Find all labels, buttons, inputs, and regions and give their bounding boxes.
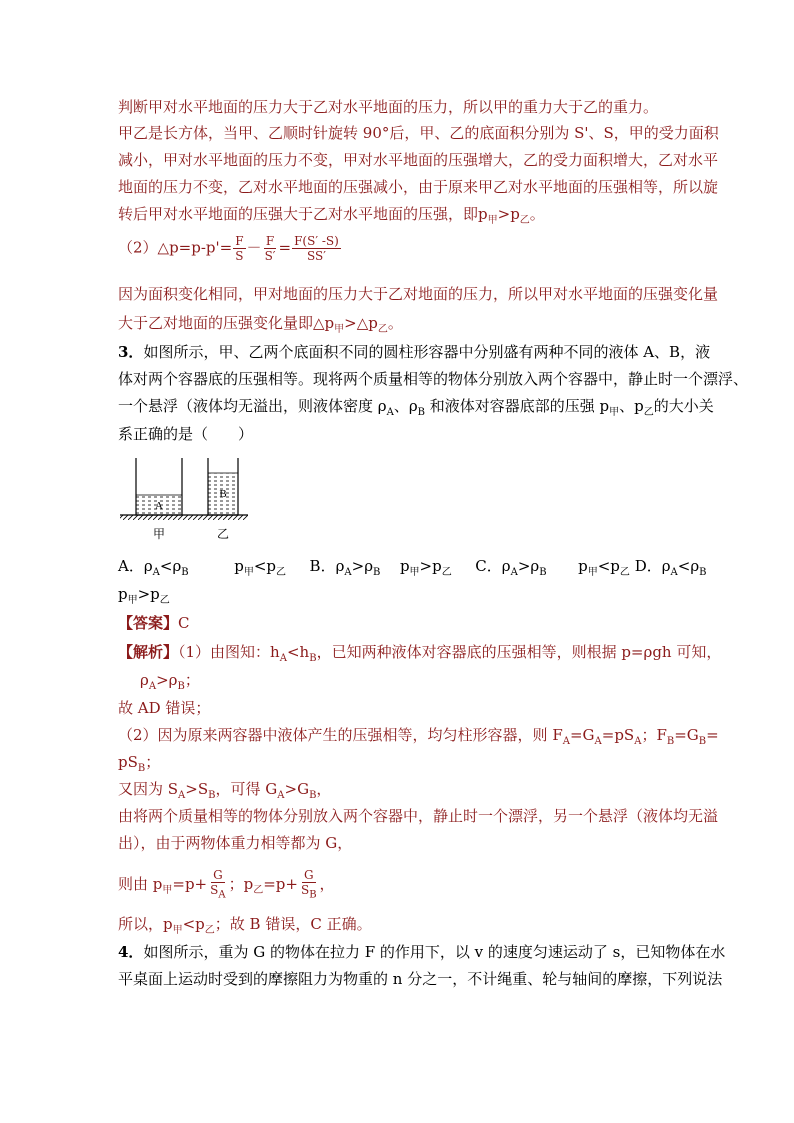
analysis-line: 所以，$p_甲<p_乙$；故 B 错误，C 正确。 bbox=[118, 915, 372, 936]
analysis-line: （2）因为原来两容器中液体产生的压强相等，均匀柱形容器，则 $F_A=G_A=pS_A$；$F_B=G_B=$ bbox=[118, 726, 719, 747]
text-span: 转后甲对水平地面的压强大于乙对水平地面的压强，即 bbox=[118, 205, 479, 223]
analysis-line: 故 AD 错误； bbox=[118, 699, 211, 717]
question-line bbox=[118, 342, 710, 362]
text-line: 减小，甲对水平地面的压力不变，甲对水平地面的压强增大，乙的受力面积增大，乙对水平 bbox=[118, 151, 719, 169]
subscript: 乙 bbox=[519, 215, 530, 226]
text-span: 和液体对容器底部的压强 p bbox=[425, 397, 610, 415]
fraction-denominator: SS′ bbox=[306, 249, 326, 263]
subscript: 乙 bbox=[377, 324, 388, 335]
analysis-line: 则由 $p_甲=p+$ $\frac{G}{S_A}$ ；$p_乙=p+$ $\frac{G}{S_B}$ ， bbox=[118, 868, 335, 901]
text-span: 的大小关 bbox=[653, 397, 714, 415]
fraction-numerator: F bbox=[265, 234, 275, 248]
question-line: 体对两个容器底的压强相等。现将两个质量相等的物体分别放入两个容器中，静止时一个漂浮、 bbox=[118, 370, 749, 388]
fraction bbox=[292, 234, 341, 263]
text-line bbox=[118, 204, 545, 231]
answer-line bbox=[118, 613, 190, 633]
analysis-line: $pS_B$； bbox=[118, 753, 161, 774]
text-span: 、p bbox=[619, 397, 644, 415]
text-line: 因为面积变化相同，甲对地面的压力大于乙对地面的压力，所以甲对水平地面的压强变化量 bbox=[118, 285, 719, 303]
fraction-denominator: S bbox=[235, 249, 244, 263]
text-span: >△p bbox=[344, 314, 378, 332]
text-span: 。 bbox=[529, 205, 545, 223]
option-a: A．$\rho_A<\rho_B$ bbox=[118, 557, 189, 578]
option-a-pressure: $p_甲<p_乙$ bbox=[234, 557, 286, 578]
options-line bbox=[118, 556, 707, 583]
analysis-line: 又因为 $S_A>S_B$，可得 $G_A>G_B$， bbox=[118, 780, 332, 801]
subscript: 甲 bbox=[487, 215, 498, 226]
answer-value: C bbox=[178, 614, 190, 632]
analysis-line: 【解析】（1）由图知：$h_A<h_B$，已知两种液体对容器底的压强相等，则根据 p=ρgh 可知， bbox=[118, 643, 722, 664]
text-span: p bbox=[478, 205, 488, 223]
option-b-pressure: $p_甲>p_乙$ bbox=[399, 557, 452, 578]
text-line: 甲乙是长方体，当甲、乙顺时针旋转 90°后，甲、乙的底面积分别为 S'、S，甲的受力面积 bbox=[118, 124, 719, 142]
equals-sign: = bbox=[278, 238, 292, 257]
minus-sign: － bbox=[246, 238, 262, 257]
text-line bbox=[118, 313, 403, 340]
liquid-label-b: B bbox=[219, 488, 227, 500]
text-span: >p bbox=[497, 205, 520, 223]
question-number: 4． bbox=[118, 943, 144, 961]
subscript: 甲 bbox=[609, 407, 620, 418]
fraction: $\frac{G}{S_A}$ bbox=[210, 868, 226, 901]
subscript: 乙 bbox=[643, 407, 654, 418]
liquid-label-a: A bbox=[155, 500, 163, 512]
question-number: 3． bbox=[118, 343, 144, 361]
caption-yi: 乙 bbox=[216, 527, 230, 541]
text-line: 判断甲对水平地面的压力大于乙对水平地面的压力，所以甲的重力大于乙的重力。 bbox=[118, 98, 659, 116]
analysis-line: 出），由于两物体重力相等都为 G， bbox=[118, 834, 353, 852]
option-c-pressure: $p_甲<p_乙$ bbox=[578, 557, 630, 578]
formula-line bbox=[118, 234, 342, 263]
option-d-pressure: $p_甲>p_乙$ bbox=[118, 585, 170, 606]
text-span: 、ρ bbox=[393, 397, 418, 415]
container-figure bbox=[118, 455, 268, 545]
ground-hatch bbox=[120, 515, 248, 520]
formula-prefix: （2）△p=p-p'= bbox=[118, 238, 233, 257]
subscript: B bbox=[417, 407, 426, 418]
analysis-line: 由将两个质量相等的物体分别放入两个容器中，静止时一个漂浮，另一个悬浮（液体均无溢 bbox=[118, 807, 719, 825]
option-d: D．$\rho_A<\rho_B$ bbox=[634, 557, 707, 578]
question-line bbox=[118, 396, 714, 423]
analysis-line: $\rho_A>\rho_B$； bbox=[140, 671, 200, 692]
fraction-numerator: F(S′ -S) bbox=[294, 234, 339, 248]
fraction bbox=[263, 234, 278, 263]
subscript: A bbox=[386, 407, 394, 418]
caption-jia: 甲 bbox=[152, 527, 166, 541]
question-line: 系正确的是（ ） bbox=[118, 425, 254, 443]
fraction bbox=[233, 234, 245, 263]
text-span: 。 bbox=[387, 314, 403, 332]
fraction: $\frac{G}{S_B}$ bbox=[300, 868, 317, 901]
option-c: C．$\rho_A>\rho_B$ bbox=[475, 557, 547, 578]
fraction-denominator: S′ bbox=[264, 249, 276, 263]
question-line: 4．如图所示，重为 G 的物体在拉力 F 的作用下，以 v 的速度匀速运动了 s，已知物体在水 bbox=[118, 943, 726, 961]
answer-tag: 【答案】 bbox=[118, 614, 179, 632]
text-span: 一个悬浮（液体均无溢出，则液体密度 ρ bbox=[118, 397, 387, 415]
text-span: 大于乙对地面的压强变化量即△p bbox=[118, 314, 335, 332]
question-line: 平桌面上运动时受到的摩擦阻力为物重的 n 分之一，不计绳重、轮与轴间的摩擦，下列说法 bbox=[118, 970, 723, 988]
option-b: B．$\rho_A>\rho_B$ bbox=[309, 557, 381, 578]
text-span: 如图所示，甲、乙两个底面积不同的圆柱形容器中分别盛有两种不同的液体 A、B，液 bbox=[143, 343, 711, 361]
text-line: 地面的压力不变，乙对水平地面的压强减小，由于原来甲乙对水平地面的压强相等，所以旋 bbox=[118, 178, 719, 196]
subscript: 甲 bbox=[334, 324, 345, 335]
fraction-numerator: F bbox=[235, 234, 244, 248]
options-line bbox=[118, 584, 170, 611]
analysis-tag: 【解析】 bbox=[118, 643, 179, 661]
